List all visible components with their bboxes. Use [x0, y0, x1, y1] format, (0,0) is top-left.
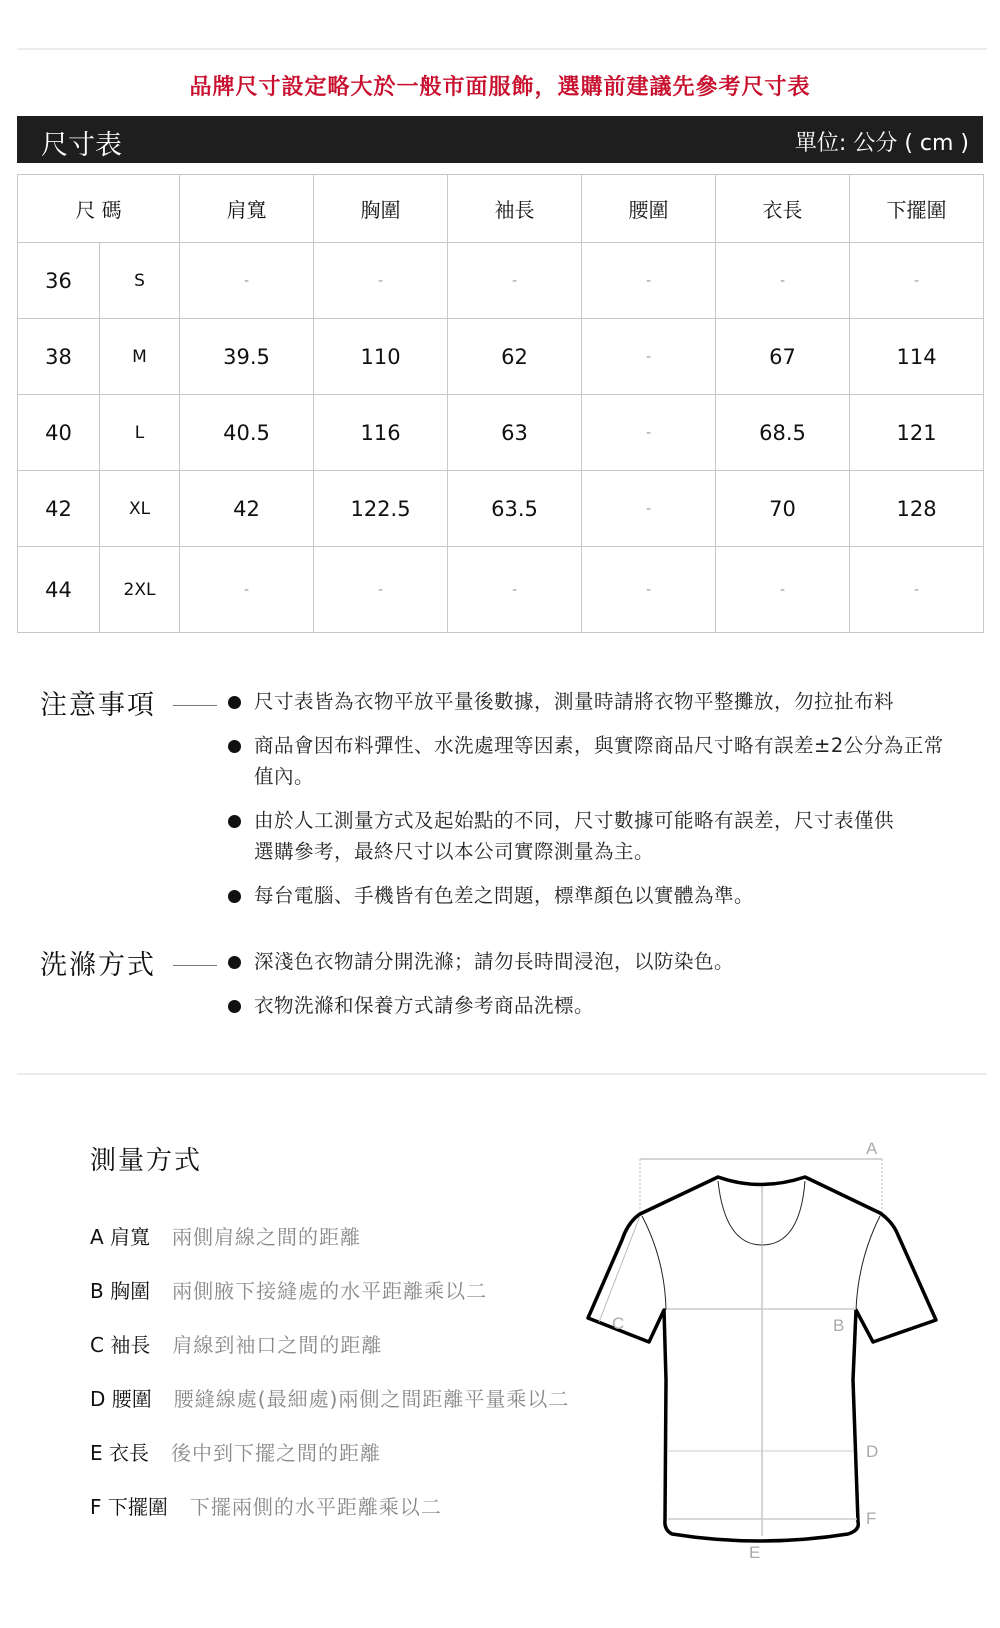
measure-desc: 腰縫線處(最細處)兩側之間距離平量乘以二 [173, 1387, 570, 1411]
washing-dash [173, 965, 217, 966]
measure-key: A 肩寬 [90, 1225, 151, 1249]
cell-length: 67 [716, 319, 850, 395]
measure-item-c [90, 1329, 382, 1358]
cell-chest: 122.5 [314, 471, 448, 547]
header-hem: 下擺圍 [850, 175, 984, 243]
cell-hem: 121 [850, 395, 984, 471]
size-number: 42 [18, 471, 100, 547]
cell-shoulder: 42 [180, 471, 314, 547]
cell-hem: - [850, 547, 984, 633]
cell-chest: - [314, 547, 448, 633]
size-letter: M [100, 319, 180, 395]
measure-desc: 兩側肩線之間的距離 [172, 1225, 362, 1249]
washing-title: 洗滌方式 [40, 950, 156, 981]
table-row [18, 395, 984, 471]
size-number: 40 [18, 395, 100, 471]
measure-desc: 下擺兩側的水平距離乘以二 [189, 1495, 442, 1519]
size-letter: 2XL [100, 547, 180, 633]
size-chart-titlebar [17, 116, 983, 163]
header-waist: 腰圍 [582, 175, 716, 243]
label-c: C [612, 1314, 625, 1333]
measure-key: C 袖長 [90, 1333, 151, 1357]
header-size: 尺 碼 [18, 175, 180, 243]
size-letter: XL [100, 471, 180, 547]
measure-item-d [90, 1383, 569, 1412]
measure-desc: 後中到下擺之間的距離 [171, 1441, 381, 1465]
measure-key: F 下擺圍 [90, 1495, 168, 1519]
unit-label: 單位: 公分 ( cm ) [794, 131, 969, 156]
cell-sleeve: - [448, 243, 582, 319]
header-shoulder: 肩寬 [180, 175, 314, 243]
cell-hem: - [850, 243, 984, 319]
label-f: F [866, 1509, 877, 1528]
cell-shoulder: 40.5 [180, 395, 314, 471]
size-table [17, 174, 984, 633]
header-length: 衣長 [716, 175, 850, 243]
table-row [18, 547, 984, 633]
cell-waist: - [582, 395, 716, 471]
cell-shoulder: 39.5 [180, 319, 314, 395]
table-row [18, 243, 984, 319]
notes-list [228, 686, 988, 911]
measure-item-e [90, 1437, 381, 1466]
label-e: E [749, 1543, 761, 1560]
header-sleeve: 袖長 [448, 175, 582, 243]
tshirt-diagram-icon [560, 1120, 960, 1560]
label-a: A [866, 1139, 878, 1158]
size-number: 36 [18, 243, 100, 319]
washing-item: 衣物洗滌和保養方式請參考商品洗標。 [228, 990, 988, 1021]
table-header-row [18, 175, 984, 243]
notes-title: 注意事項 [40, 690, 156, 721]
cell-hem: 114 [850, 319, 984, 395]
section-divider [17, 1073, 987, 1075]
notes-item: 由於人工測量方式及起始點的不同，尺寸數據可能略有誤差，尺寸表僅供選購參考，最終尺寸以本公司實際測量為主。 [228, 805, 908, 867]
measure-key: B 胸圍 [90, 1279, 151, 1303]
measure-key: D 腰圍 [90, 1387, 152, 1411]
size-number: 44 [18, 547, 100, 633]
measure-desc: 肩線到袖口之間的距離 [172, 1333, 383, 1357]
notes-item: 商品會因布料彈性、水洗處理等因素，與實際商品尺寸略有誤差±2公分為正常值內。 [228, 730, 958, 792]
cell-sleeve: 63.5 [448, 471, 582, 547]
measure-item-a [90, 1221, 361, 1250]
label-d: D [866, 1442, 879, 1461]
label-b: B [833, 1316, 845, 1335]
cell-sleeve: - [448, 547, 582, 633]
cell-sleeve: 62 [448, 319, 582, 395]
cell-length: 70 [716, 471, 850, 547]
size-letter: S [100, 243, 180, 319]
measure-item-b [90, 1275, 487, 1304]
table-row [18, 471, 984, 547]
notes-item: 尺寸表皆為衣物平放平量後數據，測量時請將衣物平整攤放，勿拉扯布料 [228, 686, 988, 717]
top-divider [17, 48, 987, 50]
measurement-title: 測量方式 [90, 1146, 203, 1176]
cell-waist: - [582, 243, 716, 319]
measure-key: E 衣長 [90, 1441, 149, 1465]
cell-chest: 116 [314, 395, 448, 471]
cell-length: - [716, 243, 850, 319]
cell-chest: - [314, 243, 448, 319]
cell-shoulder: - [180, 547, 314, 633]
cell-sleeve: 63 [448, 395, 582, 471]
cell-chest: 110 [314, 319, 448, 395]
cell-waist: - [582, 319, 716, 395]
washing-item: 深淺色衣物請分開洗滌；請勿長時間浸泡，以防染色。 [228, 946, 988, 977]
cell-waist: - [582, 547, 716, 633]
notes-dash [173, 705, 217, 706]
notes-item: 每台電腦、手機皆有色差之問題，標準顏色以實體為準。 [228, 880, 988, 911]
size-number: 38 [18, 319, 100, 395]
size-letter: L [100, 395, 180, 471]
cell-length: 68.5 [716, 395, 850, 471]
cell-waist: - [582, 471, 716, 547]
cell-hem: 128 [850, 471, 984, 547]
table-row [18, 319, 984, 395]
measure-desc: 兩側腋下接縫處的水平距離乘以二 [172, 1279, 488, 1303]
cell-shoulder: - [180, 243, 314, 319]
measure-item-f [90, 1491, 442, 1520]
washing-list [228, 946, 988, 1021]
size-chart-title: 尺寸表 [41, 130, 122, 161]
size-notice: 品牌尺寸設定略大於一般市面服飾，選購前建議先參考尺寸表 [189, 75, 811, 100]
cell-length: - [716, 547, 850, 633]
header-chest: 胸圍 [314, 175, 448, 243]
